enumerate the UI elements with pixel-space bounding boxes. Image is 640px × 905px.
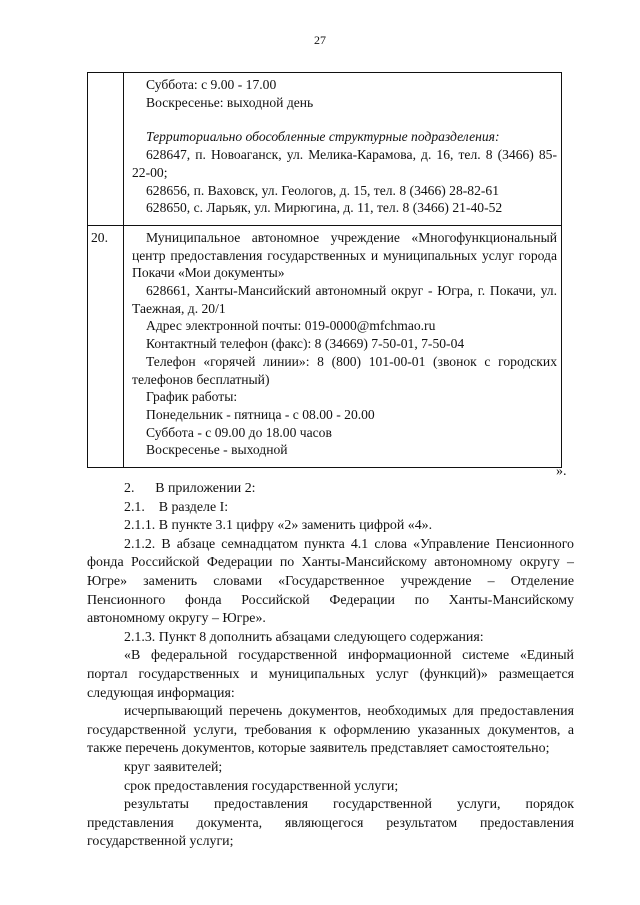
row-content-cell (124, 225, 562, 467)
row-number-cell (88, 73, 124, 226)
amendment-text (87, 480, 574, 852)
row-content-cell (124, 73, 562, 226)
phone-line: Контактный телефон (факс): 8 (34669) 7-50-01, 7-50-04 (146, 336, 465, 352)
subdivision-address: 628647, п. Новоаганск, ул. Мелика-Карамова, д. 16, тел. 8 (3466) 85-22-00; (132, 147, 557, 180)
closing-quote: ». (556, 464, 567, 479)
paragraph: 2.1.3. Пункт 8 дополнить абзацами следующего содержания: (124, 629, 484, 645)
paragraph: 2.1. В разделе I: (124, 499, 229, 515)
paragraph: срок предоставления государственной услуги; (124, 778, 399, 794)
schedule-line: Воскресенье: выходной день (146, 94, 314, 110)
schedule-line: Понедельник - пятница - с 08.00 - 20.00 (146, 406, 375, 422)
paragraph: результаты предоставления государственной услуги, порядок представления документа, являющегося результатом предоставления государственной услуги; (87, 797, 574, 850)
page-number: 27 (314, 33, 326, 47)
table-row (88, 73, 562, 226)
subdivision-address: 628656, п. Ваховск, ул. Геологов, д. 15, тел. 8 (3466) 28-82-61 (146, 182, 500, 198)
organization-address: 628661, Ханты-Мансийский автономный округ - Югра, г. Покачи, ул. Таежная, д. 20/1 (132, 283, 557, 316)
paragraph: исчерпывающий перечень документов, необходимых для предоставления государственной услуги, требования к оформлению указанных документов, а также перечень документов, которые заявитель представляет самостоятельно; (87, 704, 574, 757)
paragraph: круг заявителей; (124, 759, 223, 775)
paragraph: 2. В приложении 2: (124, 481, 256, 496)
paragraph: «В федеральной государственной информационной системе «Единый портал государственных и муниципальных услуг (функций)» размещается следующая информация: (87, 648, 574, 701)
email-line: Адрес электронной почты: 019-0000@mfchmao.ru (146, 318, 436, 334)
table-row (88, 225, 562, 467)
paragraph: 2.1.2. В абзаце семнадцатом пункта 4.1 слова «Управление Пенсионного фонда Российской Федерации по Ханты-Мансийскому автономному округу – Югре» заменить словами «Государственное учреждение – Отделение Пенсионного фонда Российской Федерации по Ханты-Мансийскому автономному округу – Югре». (87, 536, 574, 627)
paragraph: 2.1.1. В пункте 3.1 цифру «2» заменить цифрой «4». (124, 518, 433, 534)
hotline-line: Телефон «горячей линии»: 8 (800) 101-00-01 (звонок с городских телефонов бесплатный) (132, 353, 557, 387)
organization-name: Муниципальное автономное учреждение «Многофункциональный центр предоставления государственных и муниципальных услуг города Покачи «Мои документы» (132, 229, 557, 281)
subdivisions-heading: Территориально обособленные структурные подразделения: (146, 129, 500, 145)
schedule-title: График работы: (146, 389, 238, 405)
subdivision-address: 628650, с. Ларьяк, ул. Мирюгина, д. 11, тел. 8 (3466) 21-40-52 (146, 200, 503, 216)
schedule-line: Воскресенье - выходной (146, 442, 288, 458)
address-table (87, 72, 562, 468)
schedule-line: Суббота - с 09.00 до 18.00 часов (146, 424, 332, 440)
schedule-line: Суббота: с 9.00 - 17.00 (146, 77, 277, 92)
row-number-cell: 20. (88, 225, 124, 467)
